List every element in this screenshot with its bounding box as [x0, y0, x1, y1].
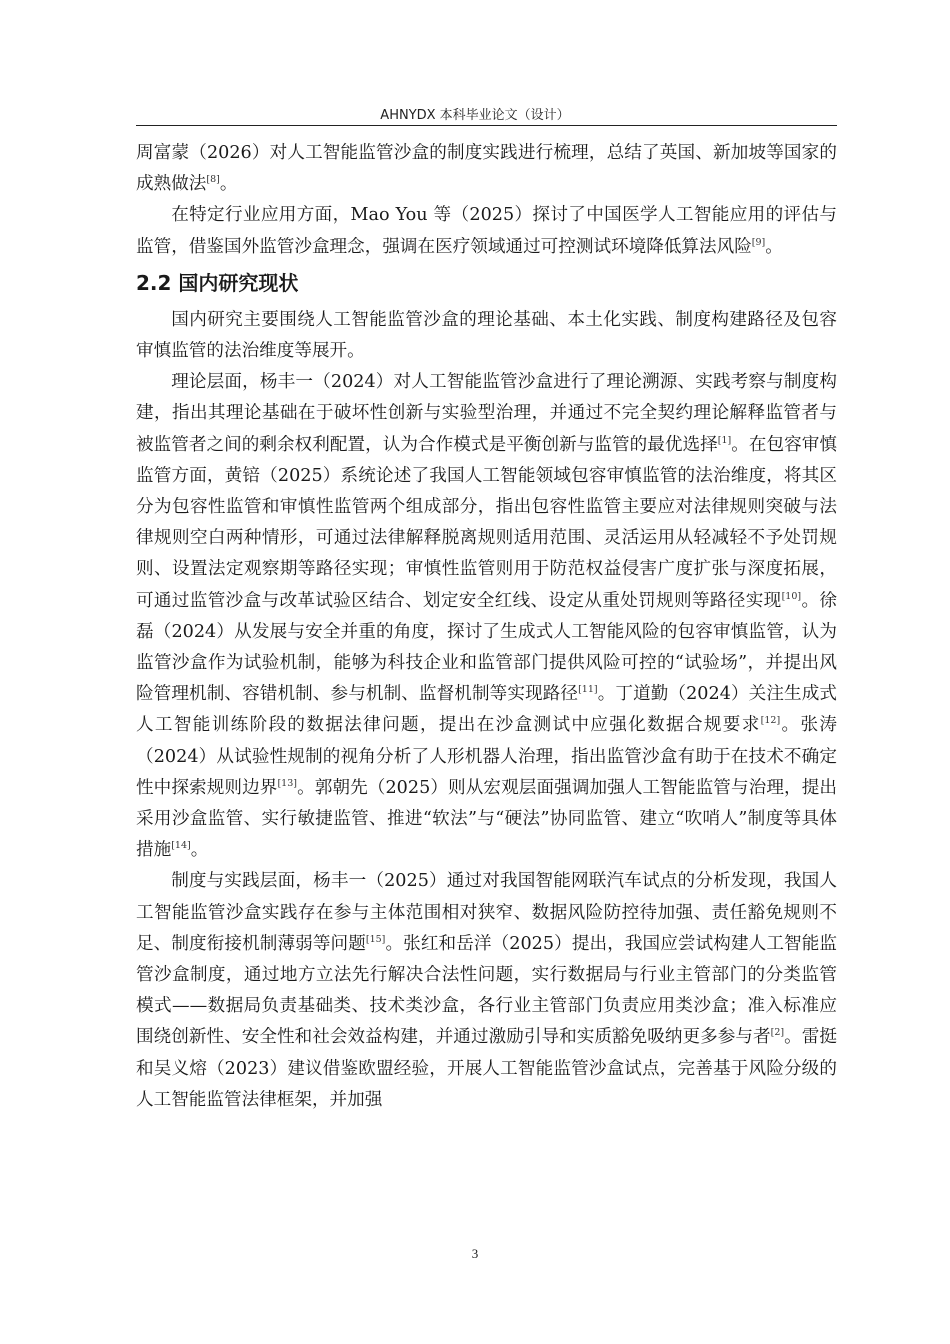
paragraph-text: 。徐磊（2024）从发展与安全并重的角度，探讨了生成式人工智能风险的包容审慎监管，认为监管沙盒作为试验机制，能够为科技企业和监管部门提供风险可控的“试验场”，并提出风险管理机制、容错机制、参与机制、监督机制等实现路径	[136, 590, 837, 705]
paragraph-text: 。	[765, 236, 783, 257]
citation-ref: [2]	[770, 1027, 785, 1039]
paragraph-text: 在特定行业应用方面，Mao You 等（2025）探讨了中国医学人工智能应用的评估与监管，借鉴国外监管沙盒理念，强调在医疗领域通过可控测试环境降低算法风险	[136, 205, 837, 257]
citation-ref: [11]	[578, 684, 598, 696]
paragraph-text: 周富蒙（2026）对人工智能监管沙盒的制度实践进行梳理，总结了英国、新加坡等国家的成熟做法	[136, 143, 837, 195]
paragraph-text: 。	[190, 840, 209, 861]
section-heading: 2.2 国内研究现状	[136, 270, 299, 295]
citation-ref: [12]	[760, 715, 781, 727]
citation-ref: [13]	[277, 777, 297, 789]
citation-ref: [14]	[171, 840, 191, 852]
page-header: AHNYDX 本科毕业论文（设计）	[380, 108, 570, 123]
paragraph-theory	[136, 367, 837, 866]
citation-ref: [9]	[751, 236, 766, 248]
paragraph-text: 。丁道勤（2024）关注生成式人工智能训练阶段的数据法律问题，提出在沙盒测试中应强化数据合规要求	[136, 684, 837, 736]
paragraph-industry-application	[136, 200, 837, 262]
paragraph-text: 国内研究主要围绕人工智能监管沙盒的理论基础、本土化实践、制度构建路径及包容审慎监管的法治维度等展开。	[136, 309, 837, 362]
paragraph-overview	[136, 305, 837, 367]
paragraph-text: 。	[219, 174, 238, 195]
paragraph-text: 。张红和岳洋（2025）提出，我国应尝试构建人工智能监管沙盒制度，通过地方立法先行解决合法性问题，实行数据局与行业主管部门的分类监管模式——数据局负责基础类、技术类沙盒，各行业主管部门负责应用类沙盒；准入标准应围绕创新性、安全性和社会效益构建，并通过激励引导和实质豁免吸纳更多参与者	[136, 933, 837, 1048]
page-body	[136, 138, 837, 1116]
page-number: 3	[471, 1246, 479, 1261]
citation-ref: [1]	[717, 434, 732, 446]
paragraph-text: 。郭朝先（2025）则从宏观层面强调加强人工智能监管与治理，提出采用沙盒监管、实行敏捷监管、推进“软法”与“硬法”协同监管、建立“吹哨人”制度等具体措施	[136, 777, 837, 861]
citation-ref: [8]	[206, 174, 220, 186]
paragraph-practice	[136, 866, 837, 1116]
header-divider	[136, 125, 837, 126]
paragraph-text: 。在包容审慎监管方面，黄锫（2025）系统论述了我国人工智能领域包容审慎监管的法治维度，将其区分为包容性监管和审慎性监管两个组成部分，指出包容性监管主要应对法律规则突破与法律规则空白两种情形，可通过法律解释脱离规则适用范围、灵活运用从轻减轻不予处罚规则、设置法定观察期等路径实现；审慎性监管则用于防范权益侵害广度扩张与深度拓展，可通过监管沙盒与改革试验区结合、划定安全红线、设定从重处罚规则等路径实现	[136, 434, 837, 611]
citation-ref: [10]	[781, 590, 802, 602]
paragraph-text: 制度与实践层面，杨丰一（2025）通过对我国智能网联汽车试点的分析发现，我国人工智能监管沙盒实践存在参与主体范围相对狭窄、数据风险防控待加强、责任豁免规则不足、制度衔接机制薄弱等问题	[136, 871, 837, 954]
paragraph-continued	[136, 138, 837, 200]
paragraph-text: 。雷挺和吴义熔（2023）建议借鉴欧盟经验，开展人工智能监管沙盒试点，完善基于风险分级的人工智能监管法律框架，并加强	[136, 1027, 837, 1110]
paragraph-text: 理论层面，杨丰一（2024）对人工智能监管沙盒进行了理论溯源、实践考察与制度构建，指出其理论基础在于破坏性创新与实验型治理，并通过不完全契约理论解释监管者与被监管者之间的剩余权利配置，认为合作模式是平衡创新与监管的最优选择	[136, 372, 837, 455]
citation-ref: [15]	[365, 933, 386, 945]
paragraph-text: 。张涛（2024）从试验性规制的视角分析了人形机器人治理，指出监管沙盒有助于在技术不确定性中探索规则边界	[136, 715, 837, 798]
